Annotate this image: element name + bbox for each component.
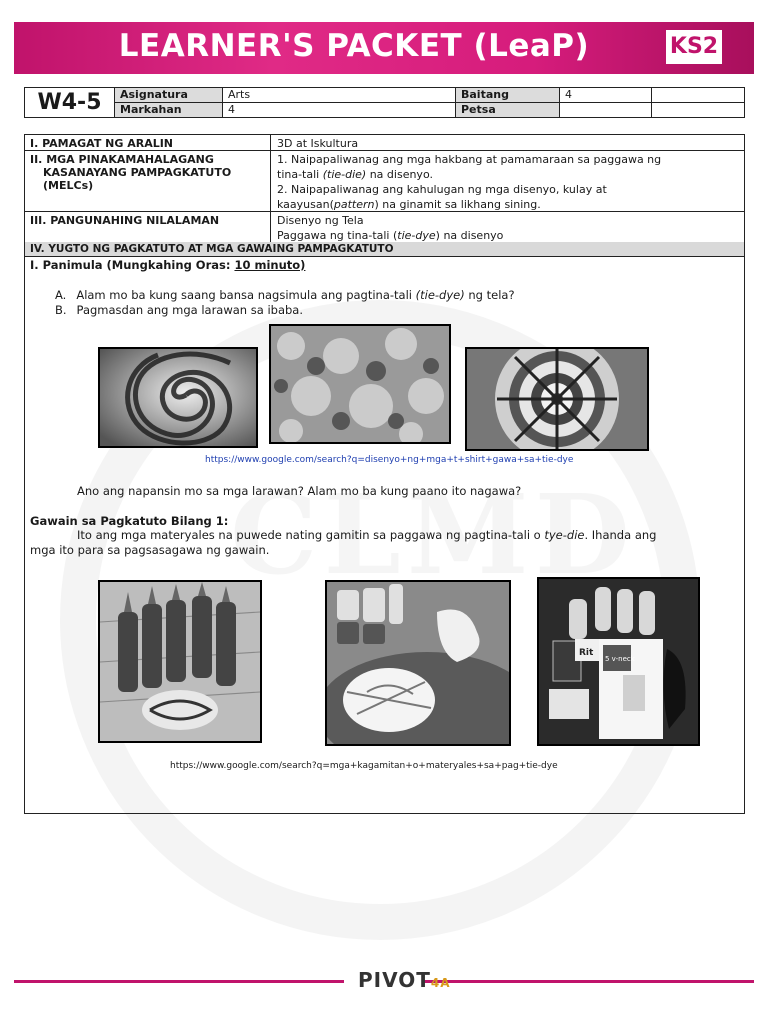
item-b: B. Pagmasdan ang mga larawan sa ibaba.	[55, 303, 303, 317]
header-table	[24, 87, 745, 118]
activity-heading: Gawain sa Pagkatuto Bilang 1:	[30, 514, 229, 528]
content-row	[25, 212, 744, 242]
lesson-title-label: I. PAMAGAT NG ARALIN	[30, 137, 174, 150]
content-label: III. PANGUNAHING NILALAMAN	[30, 214, 220, 227]
lesson-title-value: 3D at Iskultura	[270, 135, 744, 150]
melc-2-line-b: kaayusan(pattern) na ginamit sa likhang sining.	[277, 198, 541, 211]
content-line-1: Disenyo ng Tela	[277, 214, 364, 227]
dye-kit-photo	[537, 577, 700, 746]
week-label: W4-5	[25, 88, 115, 117]
grade-label: Baitang	[456, 88, 560, 103]
subject-value: Arts	[223, 88, 456, 103]
dye-bottles-photo	[98, 580, 262, 743]
melc-label-line: II. MGA PINAKAMAHALAGANG	[30, 153, 214, 166]
activity-line-2: mga ito para sa pagsasagawa ng gawain.	[30, 543, 270, 557]
header-spacer	[652, 88, 744, 103]
footer-rule-left	[14, 980, 344, 983]
section-iv-content	[25, 257, 744, 813]
melc-1-line-b: tina-tali (tie-die) na disenyo.	[277, 168, 433, 181]
melc-value	[270, 151, 744, 211]
footer-rule-right	[424, 980, 754, 983]
melc-label-line: KASANAYANG PAMPAGKATUTO	[43, 166, 232, 179]
shirt-pack-label: 5 v-neck	[605, 655, 635, 663]
content-line-2: Paggawa ng tina-tali (tie-dye) na disenyo	[277, 229, 504, 242]
date-value	[560, 103, 652, 117]
lesson-title-row	[25, 135, 744, 151]
melc-label-line: (MELCs)	[43, 179, 94, 192]
intro-heading: I. Panimula (Mungkahing Oras: 10 minuto)	[30, 258, 306, 272]
pivot-logo: PIVOT4A	[358, 968, 451, 992]
page-banner	[14, 22, 754, 74]
grade-value: 4	[560, 88, 652, 103]
date-label: Petsa	[456, 103, 560, 117]
content-value	[270, 212, 744, 242]
photo-source-link-2[interactable]: https://www.google.com/search?q=mga+kagamitan+o+materyales+sa+pag+tie-dye	[170, 761, 558, 771]
section-iv-heading: IV. YUGTO NG PAGKATUTO AT MGA GAWAING PAMPAGKATUTO	[25, 242, 744, 257]
item-a: A. Alam mo ba kung saang bansa nagsimula ang pagtina-tali (tie-dye) ng tela?	[55, 288, 515, 302]
crumple-tie-dye-photo	[269, 324, 451, 444]
observation-question: Ano ang napansin mo sa mga larawan? Alam mo ba kung paano ito nagawa?	[77, 484, 522, 498]
melc-1-line-a: 1. Naipapaliwanag ang mga hakbang at pamamaraan sa paggawa ng	[277, 153, 662, 166]
photo-source-link-1[interactable]: https://www.google.com/search?q=disenyo+ng+mga+t+shirt+gawa+sa+tie-dye	[205, 455, 574, 465]
spiral-tie-dye-photo	[98, 347, 258, 448]
key-stage-badge: KS2	[666, 30, 722, 64]
quarter-value: 4	[223, 103, 456, 117]
bound-shirt-photo	[325, 580, 511, 746]
banner-title: LEARNER'S PACKET (LeaP)	[118, 28, 590, 64]
melc-row	[25, 151, 744, 212]
lesson-box	[24, 134, 745, 814]
subject-label: Asignatura	[115, 88, 223, 103]
dye-brand-label: Rit	[579, 648, 594, 658]
melc-label	[25, 151, 270, 211]
activity-line-1: Ito ang mga materyales na puwede nating gamitin sa paggawa ng pagtina-tali o tye-die. Ihanda ang	[77, 528, 657, 542]
quarter-label: Markahan	[115, 103, 223, 117]
mandala-tie-dye-photo	[465, 347, 649, 451]
melc-2-line-a: 2. Naipapaliwanag ang kahulugan ng mga disenyo, kulay at	[277, 183, 607, 196]
header-spacer	[652, 103, 744, 117]
